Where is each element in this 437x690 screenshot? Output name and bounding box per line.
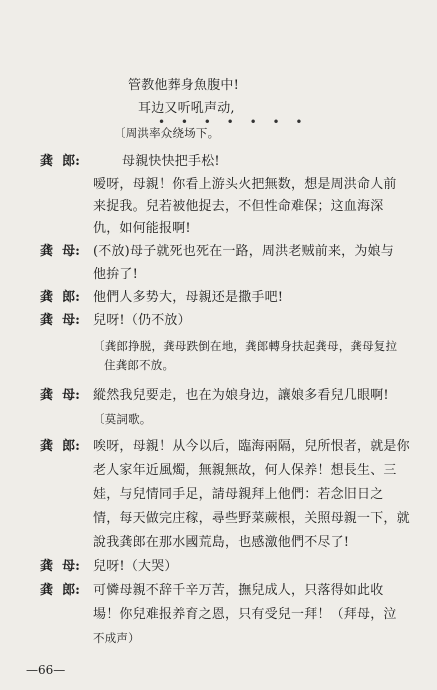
dialogue-line: 兒呀!（大哭） <box>93 559 178 574</box>
dialogue-line: 唉呀，母親！从今以后，臨海兩隔，兒所恨者，就是你 <box>93 439 410 454</box>
speaker-label <box>40 583 80 599</box>
dialogue-line: 他們人多势大，母親还是撒手吧! <box>93 290 284 305</box>
speaker-label <box>40 244 80 260</box>
speaker-label <box>40 388 80 404</box>
speaker-surname: 龚 <box>40 439 54 454</box>
verse-line-1: 管教他葬身魚腹中! <box>128 78 240 93</box>
speaker-surname: 龚 <box>40 388 54 403</box>
speaker-surname: 龚 <box>40 290 54 305</box>
dialogue-line: 情，每天做完庄稼，尋些野菜蕨根，关照母親一下，就 <box>93 511 410 526</box>
speaker-role: 郎: <box>62 439 80 454</box>
dialogue-line: 仇，如何能报啊! <box>93 221 191 236</box>
dialogue-line: 說我龚郎在那水國荒島，也感激他們不尽了! <box>93 535 350 550</box>
speaker-role: 郎: <box>62 583 80 598</box>
dialogue-line: 可憐母親不辞千辛万苦，撫兒成人，只落得如此收 <box>93 583 384 598</box>
stage-direction: 〔龚郎挣脱，龚母跌倒在地，龚郎轉身扶起龚母，龚母复拉 <box>93 339 398 353</box>
speaker-surname: 龚 <box>40 244 54 259</box>
speaker-surname: 龚 <box>40 559 54 574</box>
stage-direction: 不成声） <box>93 631 140 645</box>
speaker-role: 母: <box>62 244 80 259</box>
stage-direction: 〔莫詞歌。 <box>93 412 152 426</box>
speaker-surname: 龚 <box>40 583 54 598</box>
speaker-role: 郎: <box>62 290 80 305</box>
dialogue-line: 嗳呀，母親！你看上游头火把無数，想是周洪命人前 <box>93 177 397 192</box>
speaker-role: 母: <box>62 388 80 403</box>
dialogue-line: 老人家年近風燭，無親無故，何人保养！想長生、三 <box>93 463 397 478</box>
dialogue-line: 縱然我兒要走，也在为娘身边，讓娘多看兒几眼啊! <box>93 388 389 403</box>
dialogue-line: 兒呀!（仍不放） <box>93 313 191 328</box>
speaker-surname: 龚 <box>40 313 54 328</box>
speaker-role: 郎: <box>62 154 80 169</box>
page-number: —66— <box>26 663 66 677</box>
speaker-role: 母: <box>62 559 80 574</box>
stage-direction: 住龚郎不放。 <box>104 358 175 372</box>
dialogue-line: 娃，与兒情同手足，請母親拜上他們：若念旧日之 <box>93 487 384 502</box>
speaker-surname: 龚 <box>40 154 54 169</box>
dialogue-line: 他拚了! <box>93 267 139 282</box>
speaker-role: 母: <box>62 313 80 328</box>
verse-line-2: 耳边又听吼声动, <box>138 101 235 116</box>
speaker-label <box>40 313 80 329</box>
speaker-label <box>40 154 80 170</box>
speaker-label <box>40 559 80 575</box>
stage-direction: 〔周洪率众绕场下。 <box>114 126 220 140</box>
dialogue-line: 場！你兒难报养育之恩，只有受兒一拜！（拜母，泣 <box>93 607 397 622</box>
emphasis-dots: • • • • • • • <box>158 115 309 129</box>
dialogue-line: 来捉我。兒若被他捉去，不但性命难保；这血海深 <box>93 199 384 214</box>
speaker-label <box>40 290 80 306</box>
speaker-label <box>40 439 80 455</box>
dialogue-line: 母親快快把手松! <box>122 154 220 169</box>
dialogue-line: (不放)母子就死也死在一路，周洪老贼前来，为娘与 <box>93 244 394 259</box>
